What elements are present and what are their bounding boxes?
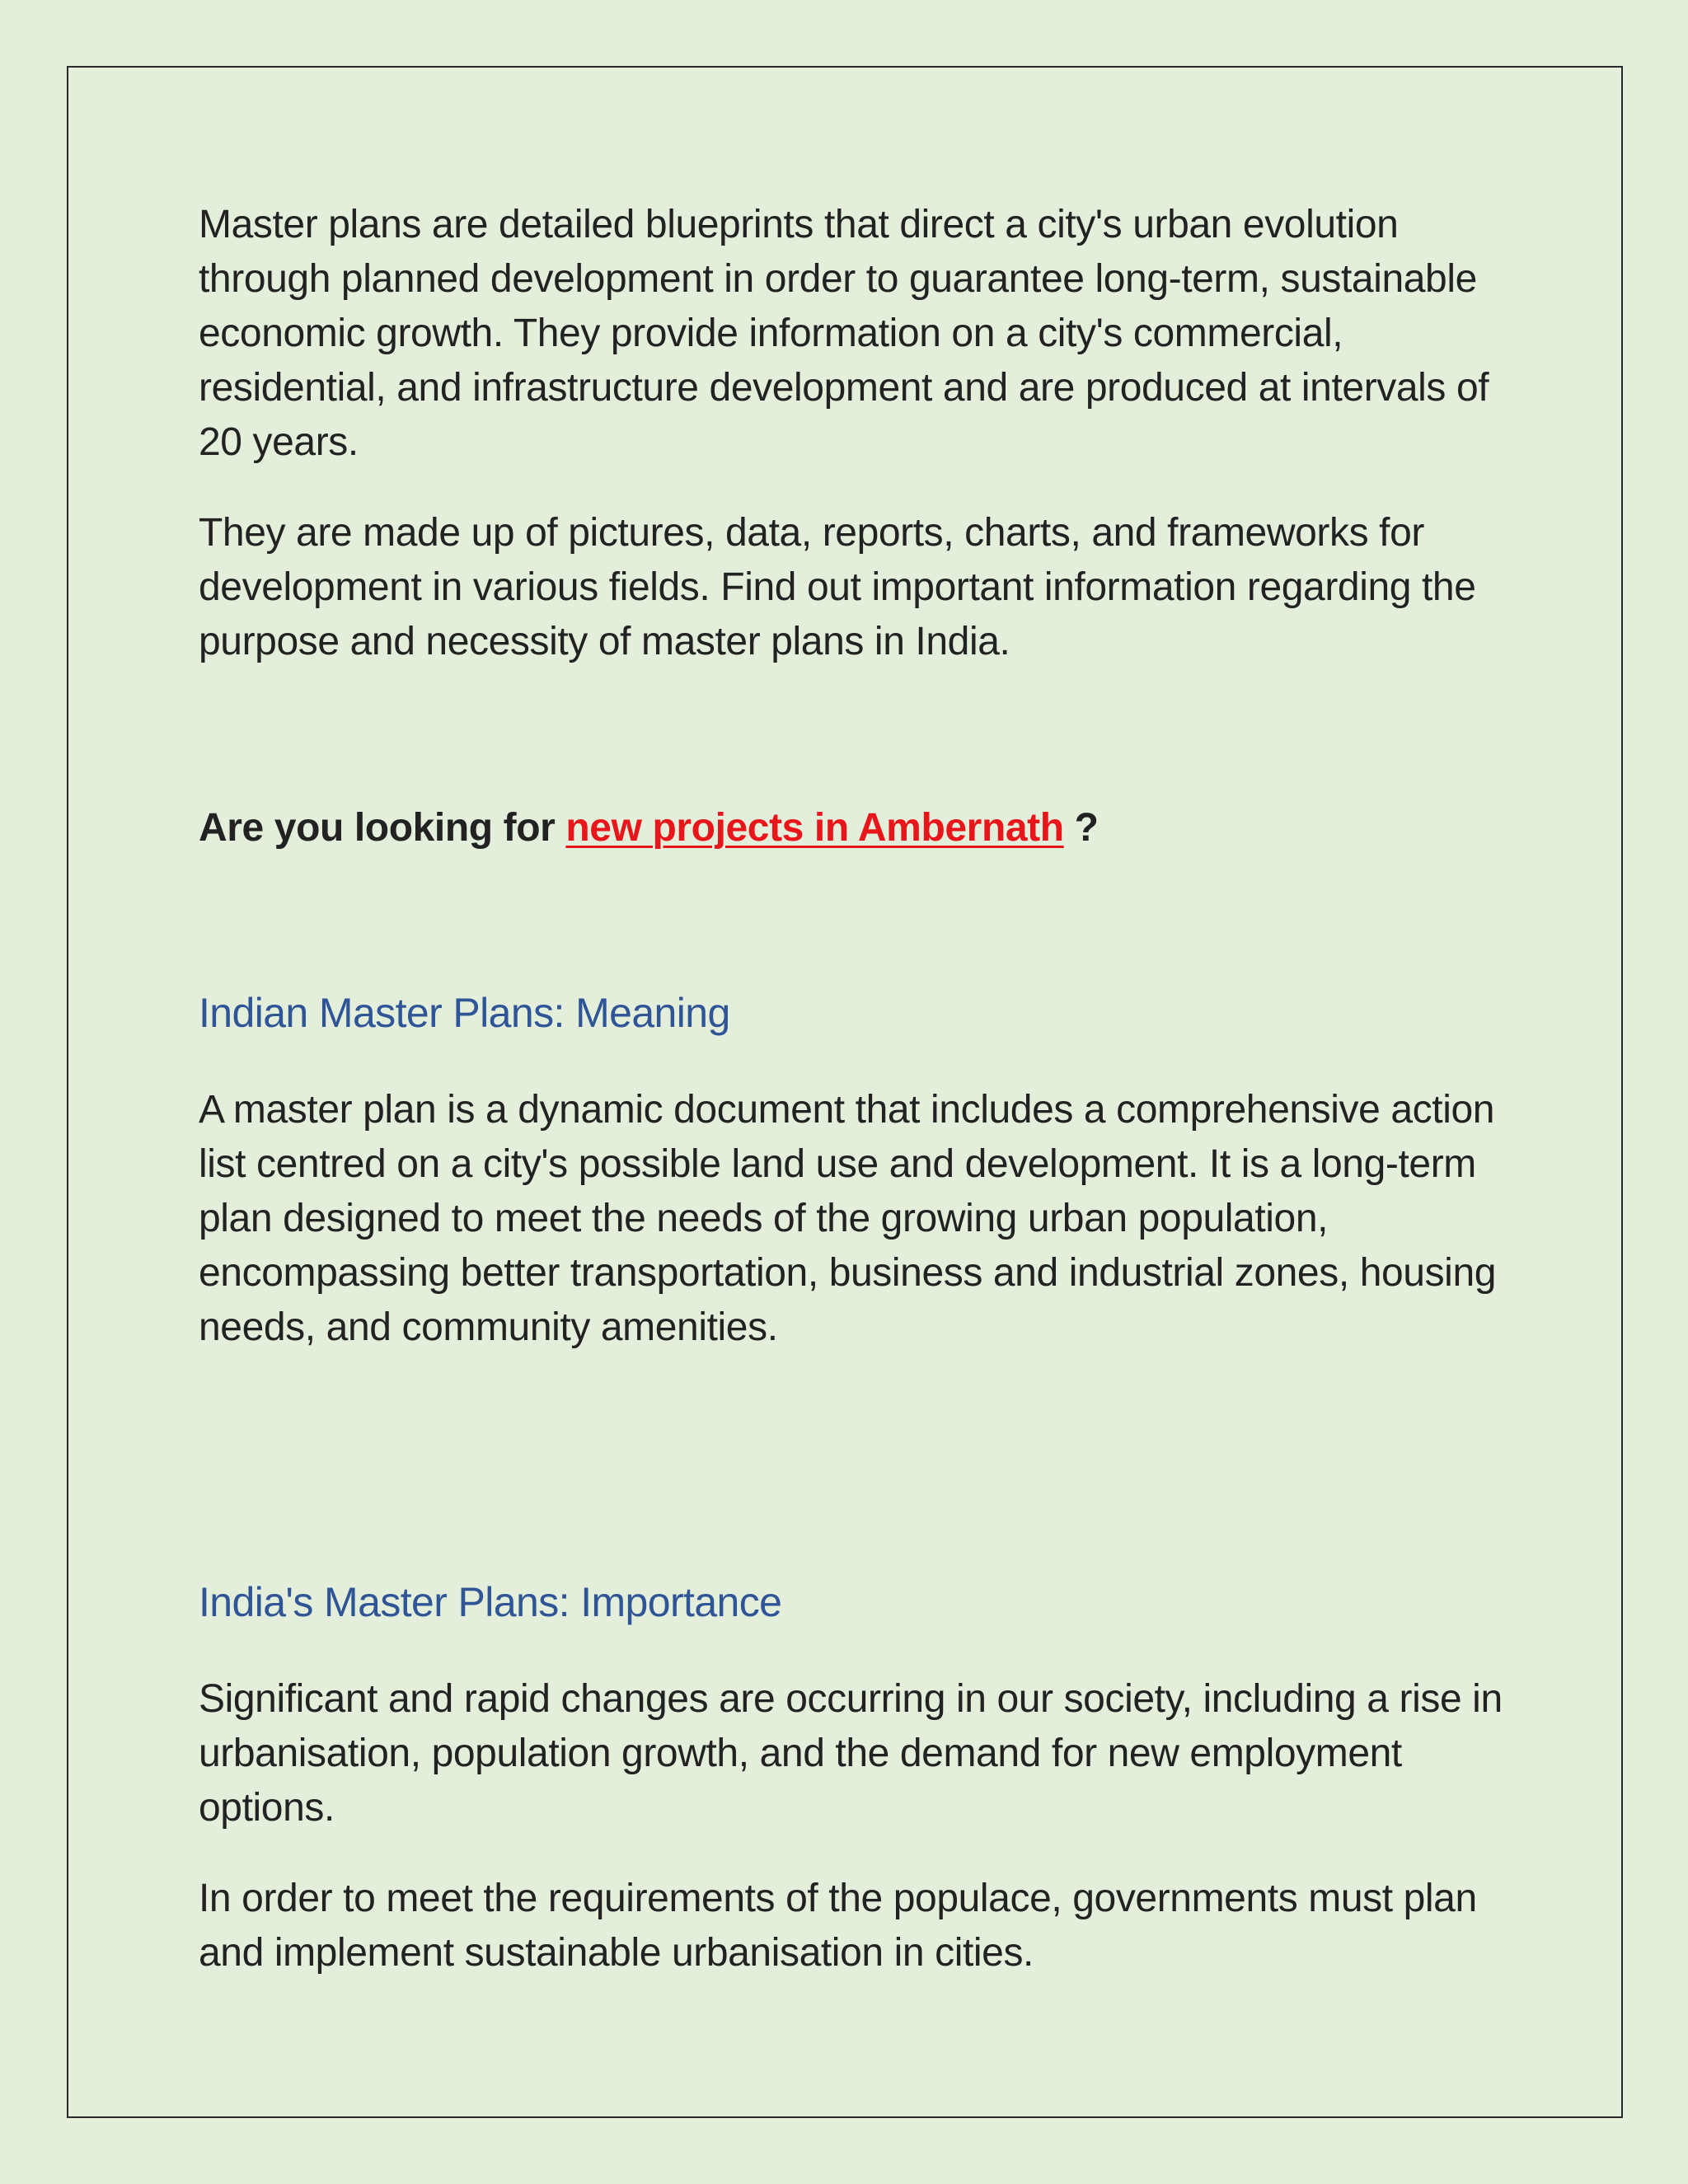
ambernath-projects-link[interactable]: new projects in Ambernath (565, 806, 1064, 850)
importance-paragraph-1: Significant and rapid changes are occurring in our society, including a rise in urbanisation, population growth, and the demand for new employment options. (199, 1677, 1503, 1830)
importance-paragraph-2: In order to meet the requirements of the populace, governments must plan and implement sustainable urbanisation in cities. (199, 1877, 1477, 1975)
intro-paragraph-1: Master plans are detailed blueprints that direct a city's urban evolution through planned development in order to guarantee long-term, sustainable economic growth. They provide information on a city's commercial, residential, and infrastructure development and are produced at intervals of 20 years. (199, 203, 1489, 464)
intro-paragraph-2: They are made up of pictures, data, reports, charts, and frameworks for development in various fields. Find out important information regarding the purpose and necessity of master plans in India. (199, 511, 1476, 663)
importance-heading: India's Master Plans: Importance (199, 1579, 782, 1625)
cta-prefix: Are you looking for (199, 806, 566, 850)
meaning-paragraph: A master plan is a dynamic document that includes a comprehensive action list centred on a city's possible land use and development. It is a long-term plan designed to meet the needs of the growing urban population, encompassing better transportation, business and industrial zones, housing needs, and community amenities. (199, 1088, 1497, 1349)
cta-suffix: ? (1063, 806, 1099, 850)
meaning-heading: Indian Master Plans: Meaning (199, 990, 730, 1036)
cta-line (199, 801, 1099, 855)
